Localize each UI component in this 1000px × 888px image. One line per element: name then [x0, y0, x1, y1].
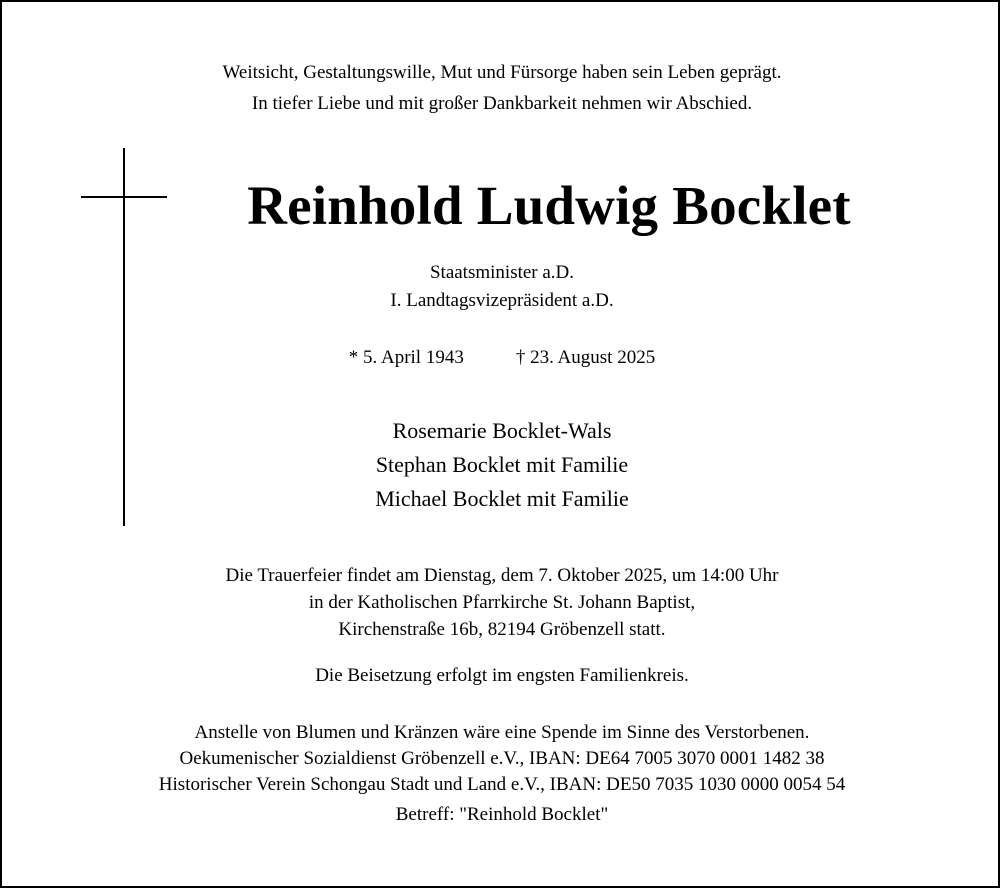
deceased-title-2: I. Landtagsvizepräsident a.D. — [390, 290, 614, 311]
mourner-1: Rosemarie Bocklet-Wals — [392, 418, 612, 443]
burial-info: Die Beisetzung erfolgt im engsten Familienkreis. — [315, 665, 689, 686]
mourner-2: Stephan Bocklet mit Familie — [375, 452, 629, 477]
funeral-info-1: Die Trauerfeier findet am Dienstag, dem 7. Oktober 2025, um 14:00 Uhr — [225, 565, 779, 586]
funeral-info-3: Kirchenstraße 16b, 82194 Gröbenzell statt. — [338, 619, 666, 640]
donation-info-3: Historischer Verein Schongau Stadt und Land e.V., IBAN: DE50 7035 1030 0000 0054 54 — [158, 774, 846, 795]
donation-info-2: Oekumenischer Sozialdienst Gröbenzell e.V., IBAN: DE64 7005 3070 0001 1482 38 — [179, 748, 825, 769]
birth-date: * 5. April 1943 — [348, 347, 464, 368]
motto-line-2: In tiefer Liebe und mit großer Dankbarkeit nehmen wir Abschied. — [251, 93, 753, 114]
donation-reference: Betreff: "Reinhold Bocklet" — [395, 804, 609, 825]
deceased-name: Reinhold Ludwig Bocklet — [247, 175, 851, 236]
donation-info-1: Anstelle von Blumen und Kränzen wäre eine Spende im Sinne des Verstorbenen. — [194, 722, 810, 743]
death-date: † 23. August 2025 — [515, 347, 656, 368]
deceased-title-1: Staatsminister a.D. — [429, 262, 575, 283]
life-dates — [2, 347, 1000, 369]
motto-line-1: Weitsicht, Gestaltungswille, Mut und Fürsorge haben sein Leben geprägt. — [222, 62, 782, 83]
funeral-info-2: in der Katholischen Pfarrkirche St. Johann Baptist, — [308, 592, 696, 613]
mourner-3: Michael Bocklet mit Familie — [375, 486, 629, 511]
